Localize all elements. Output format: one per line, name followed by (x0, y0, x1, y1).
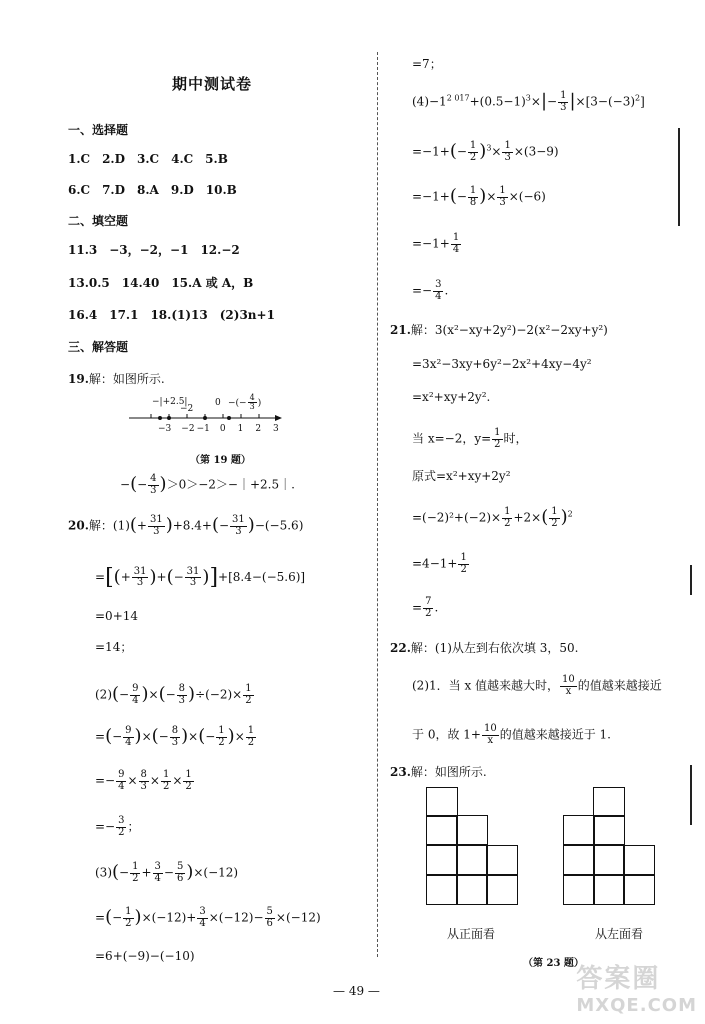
math-line: =0+14 (95, 609, 139, 623)
left-view-label: 从左面看 (595, 927, 644, 941)
math-line: =−1+ $\frac{1}{4}$ (412, 232, 460, 255)
axis-label: 0 (215, 398, 221, 408)
question-21: 21.解：3(x²−xy+2y²)−2(x²−2xy+y²) (390, 323, 608, 337)
axis-label: −2 (180, 404, 194, 414)
math-line: (2)(− $\frac{9}{4}$ )×(− $\frac{8}{3}$ )÷(−2)× $\frac{1}{2}$ (95, 683, 252, 706)
answer-row: 1.C 2.D 3.C 4.C 5.B (68, 152, 228, 166)
section-heading: 三、解答题 (68, 340, 129, 354)
math-line: =− $\frac{3}{2}$ ； (95, 815, 140, 838)
answer-row: 11.3 −3，−2，−1 12.−2 (68, 243, 240, 257)
math-line: (2)1．当 x 值越来越大时， $\frac{10}{x}$ 的值越来越接近 (412, 674, 662, 697)
answer-row: 16.4 17.1 18.(1)13 (2)3n+1 (68, 308, 275, 322)
math-line: =7； (412, 57, 442, 71)
answer-row: 6.C 7.D 8.A 9.D 10.B (68, 183, 237, 197)
page-title: 期中测试卷 (172, 75, 253, 93)
math-line: 当 x=−2，y= $\frac{1}{2}$ 时， (412, 427, 528, 450)
math-line: =− $\frac{9}{4}$ × $\frac{8}{3}$ × $\frac{1}{2}$ × $\frac{1}{2}$ (95, 769, 192, 792)
front-view-label: 从正面看 (447, 927, 496, 941)
math-line: (3)(− $\frac{1}{2}$ + $\frac{3}{4}$ − $\frac{5}{6}$ )×(−12) (95, 861, 239, 884)
margin-mark (678, 128, 680, 226)
math-line: =−1+(− $\frac{1}{2}$ )$^3$× $\frac{1}{3}$ ×(3−9) (412, 140, 559, 163)
margin-mark (690, 765, 692, 825)
figure-caption: （第 19 题） (190, 455, 251, 466)
math-line: =4−1+ $\frac{1}{2}$ (412, 552, 467, 575)
math-line: =x²+xy+2y². (412, 390, 491, 404)
math-line: =[(+ $\frac{31}{3}$ )+(− $\frac{31}{3}$ )]+[8.4−(−5.6)] (95, 565, 306, 590)
math-line: $(4)-1^{2 017}+(0.5-1)^3\times|-$ $\frac{1}{3}$ $|\times[3-(-3)^2]$ (412, 90, 645, 113)
page-number: — 49 — (333, 984, 380, 998)
watermark-logo: 答案圈 MXQE.COM (576, 964, 697, 1016)
axis-ticks: −3 −2 −1 0 1 2 3 (158, 424, 279, 434)
column-divider (377, 52, 378, 957)
q19-answer: −(− $\frac{4}{3}$ )＞0＞−2＞−｜+2.5｜. (120, 473, 295, 496)
question-22: 22.解：(1)从左到右依次填 3，50. (390, 641, 579, 655)
question-23: 23.解：如图所示. (390, 765, 487, 779)
question-20: 20.解：(1)(+ $\frac{31}{3}$ )+8.4+(− $\frac{31}{3}$ )−(−5.6) (68, 514, 304, 537)
margin-mark (690, 565, 692, 595)
math-line: =6+(−9)−(−10) (95, 949, 195, 963)
axis-label: −|+2.5| (152, 397, 188, 407)
math-line: =14； (95, 640, 133, 654)
math-line: =(− $\frac{9}{4}$ )×(− $\frac{8}{3}$ )×(− $\frac{1}{2}$ )× $\frac{1}{2}$ (95, 725, 255, 748)
math-line: 于 0，故 1+ $\frac{10}{x}$ 的值越来越接近于 1. (412, 723, 611, 746)
section-heading: 一、选择题 (68, 123, 129, 137)
figure-caption: （第 23 题） (523, 958, 584, 969)
math-line: =(− $\frac{1}{2}$ )×(−12)+ $\frac{3}{4}$ ×(−12)− $\frac{5}{6}$ ×(−12) (95, 906, 321, 929)
axis-label: −(− $\frac{4}{3}$ ) (228, 393, 262, 412)
math-line: =− $\frac{3}{4}$ . (412, 279, 449, 302)
math-line: = $\frac{7}{2}$ . (412, 596, 439, 619)
math-line: =3x²−3xy+6y²−2x²+4xy−4y² (412, 357, 592, 371)
math-line: 原式=x²+xy+2y² (412, 469, 511, 483)
question-19: 19.解：如图所示. (68, 372, 165, 386)
section-heading: 二、填空题 (68, 214, 129, 228)
math-line: =(−2)²+(−2)× $\frac{1}{2}$ +2×( $\frac{1}{2}$ )$^2$ (412, 506, 573, 529)
math-line: =−1+(− $\frac{1}{8}$ )× $\frac{1}{3}$ ×(−6) (412, 185, 546, 208)
answer-row: 13.0.5 14.40 15.A 或 A，B (68, 276, 254, 290)
